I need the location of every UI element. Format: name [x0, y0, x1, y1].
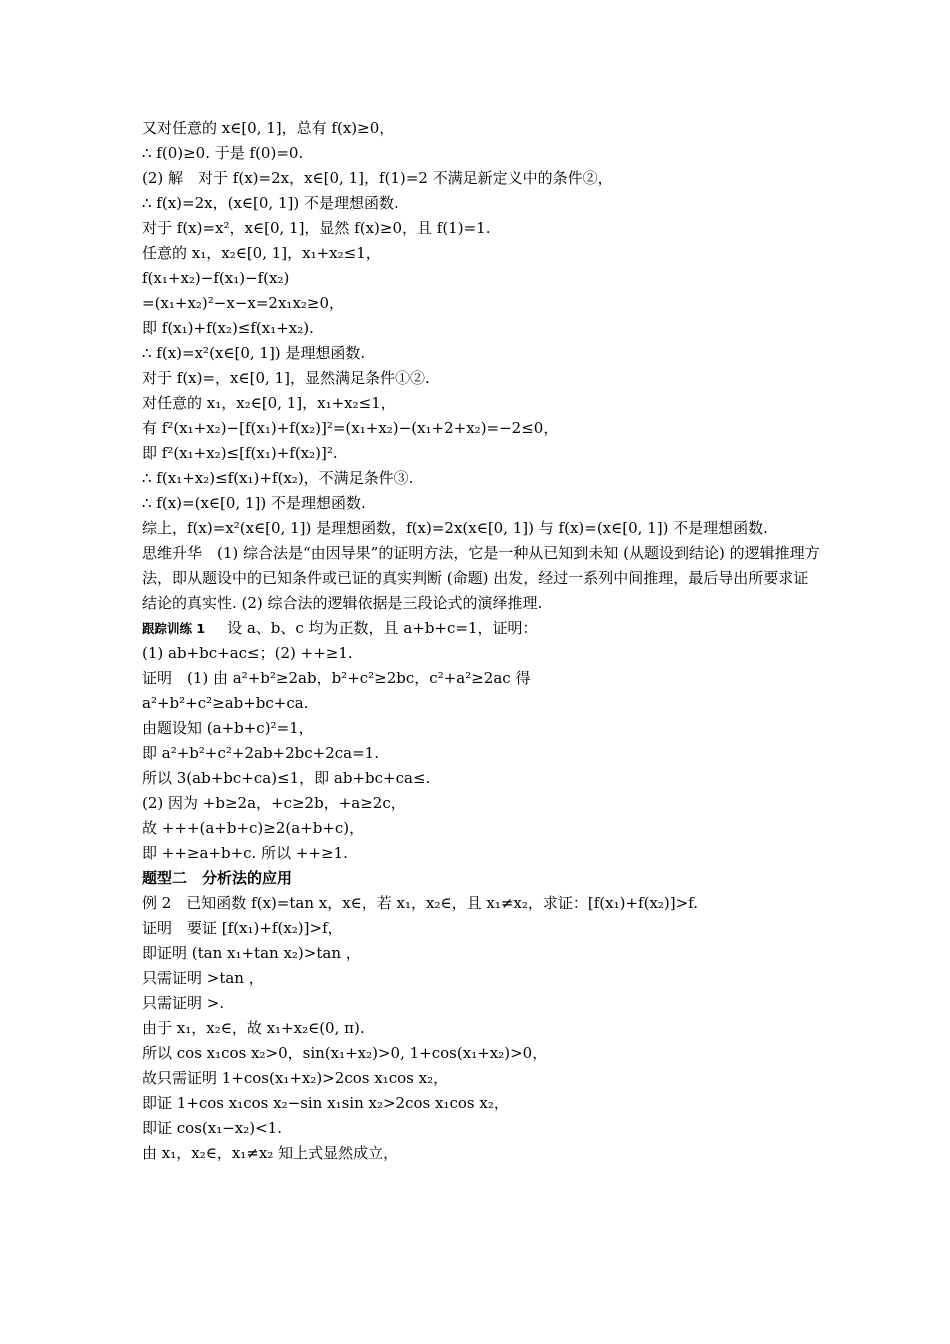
- text-line: 又对任意的 x∈[0, 1]，总有 f(x)≥0，: [142, 119, 395, 137]
- text-line: ∴ f(0)≥0. 于是 f(0)=0.: [142, 144, 304, 162]
- text-line: ∴ f(x)=(x∈[0, 1]) 不是理想函数.: [142, 494, 366, 512]
- summary-paragraph: 思维升华 (1) 综合法是“由因导果”的证明方法，它是一种从已知到未知 (从题设到结论) 的逻辑推理方法，即从题设中的已知条件或已证的真实判断 (命题) 出发，经过一系列中间推理，最后导出所要求证结论的真实性. (2) 综合法的逻辑依据是三段论式的演绎推理.: [142, 544, 820, 612]
- text-line: ∴ f(x)=2x，(x∈[0, 1]) 不是理想函数.: [142, 194, 399, 212]
- text-line: ∴ f(x)=x²(x∈[0, 1]) 是理想函数.: [142, 344, 366, 362]
- text-line: 即 ++≥a+b+c. 所以 ++≥1.: [142, 844, 348, 862]
- training-tag: 跟踪训练 1: [142, 621, 206, 636]
- text-line: 即 f(x₁)+f(x₂)≤f(x₁+x₂).: [142, 319, 314, 337]
- text-line: 所以 cos x₁cos x₂>0，sin(x₁+x₂)>0, 1+cos(x₁+x₂)>0，: [142, 1044, 548, 1062]
- text-line: 即证明 (tan x₁+tan x₂)>tan ，: [142, 944, 361, 962]
- text-line: 所以 3(ab+bc+ca)≤1，即 ab+bc+ca≤.: [142, 769, 431, 787]
- text-line: (2) 解 对于 f(x)=2x，x∈[0, 1]，f(1)=2 不满足新定义中的条件②，: [142, 169, 613, 187]
- text-line: 故 +++(a+b+c)≥2(a+b+c)，: [142, 819, 365, 837]
- text-line: 任意的 x₁，x₂∈[0, 1]，x₁+x₂≤1，: [142, 244, 381, 262]
- text-line: 即 a²+b²+c²+2ab+2bc+2ca=1.: [142, 744, 379, 762]
- text-line: =(x₁+x₂)²−x−x=2x₁x₂≥0，: [142, 294, 345, 312]
- text-line: 证明 (1) 由 a²+b²≥2ab，b²+c²≥2bc，c²+a²≥2ac 得: [142, 669, 531, 687]
- text-line: 例 2 已知函数 f(x)=tan x，x∈，若 x₁，x₂∈，且 x₁≠x₂，求证：[f(x₁)+f(x₂)]>f.: [142, 894, 698, 912]
- text-line: 即证 cos(x₁−x₂)<1.: [142, 1119, 282, 1137]
- text-line: 故只需证明 1+cos(x₁+x₂)>2cos x₁cos x₂，: [142, 1069, 449, 1087]
- text-line: 即 f²(x₁+x₂)≤[f(x₁)+f(x₂)]².: [142, 444, 338, 462]
- text-line: 对任意的 x₁，x₂∈[0, 1]，x₁+x₂≤1，: [142, 394, 396, 412]
- training-prompt: 设 a、b、c 均为正数，且 a+b+c=1，证明：: [227, 619, 538, 637]
- text-line: 即证 1+cos x₁cos x₂−sin x₁sin x₂>2cos x₁cos x₂，: [142, 1094, 509, 1112]
- document-page: [142, 116, 822, 1166]
- conclusion-paragraph: 综上，f(x)=x²(x∈[0, 1]) 是理想函数，f(x)=2x(x∈[0, 1]) 与 f(x)=(x∈[0, 1]) 不是理想函数.: [142, 519, 768, 537]
- text-line: (2) 因为 +b≥2a，+c≥2b，+a≥2c，: [142, 794, 406, 812]
- text-line: 由于 x₁，x₂∈，故 x₁+x₂∈(0, π).: [142, 1019, 365, 1037]
- text-line: a²+b²+c²≥ab+bc+ca.: [142, 694, 309, 712]
- text-line: ∴ f(x₁+x₂)≤f(x₁)+f(x₂)，不满足条件③.: [142, 469, 414, 487]
- text-line: f(x₁+x₂)−f(x₁)−f(x₂): [142, 269, 290, 287]
- text-line: 对于 f(x)=x²，x∈[0, 1]，显然 f(x)≥0，且 f(1)=1.: [142, 219, 491, 237]
- text-line: 由题设知 (a+b+c)²=1，: [142, 719, 314, 737]
- text-line: 有 f²(x₁+x₂)−[f(x₁)+f(x₂)]²=(x₁+x₂)−(x₁+2+x₂)=−2≤0，: [142, 419, 559, 437]
- text-line: 只需证明 >tan ，: [142, 969, 264, 987]
- training-prompt-line: [142, 616, 822, 641]
- text-line: (1) ab+bc+ac≤；(2) ++≥1.: [142, 644, 353, 662]
- section-heading: 题型二 分析法的应用: [142, 869, 293, 887]
- text-line: 证明 要证 [f(x₁)+f(x₂)]>f，: [142, 919, 343, 937]
- text-line: 只需证明 >.: [142, 994, 225, 1012]
- text-line: 由 x₁，x₂∈，x₁≠x₂ 知上式显然成立，: [142, 1144, 399, 1162]
- text-line: 对于 f(x)=，x∈[0, 1]，显然满足条件①②.: [142, 369, 430, 387]
